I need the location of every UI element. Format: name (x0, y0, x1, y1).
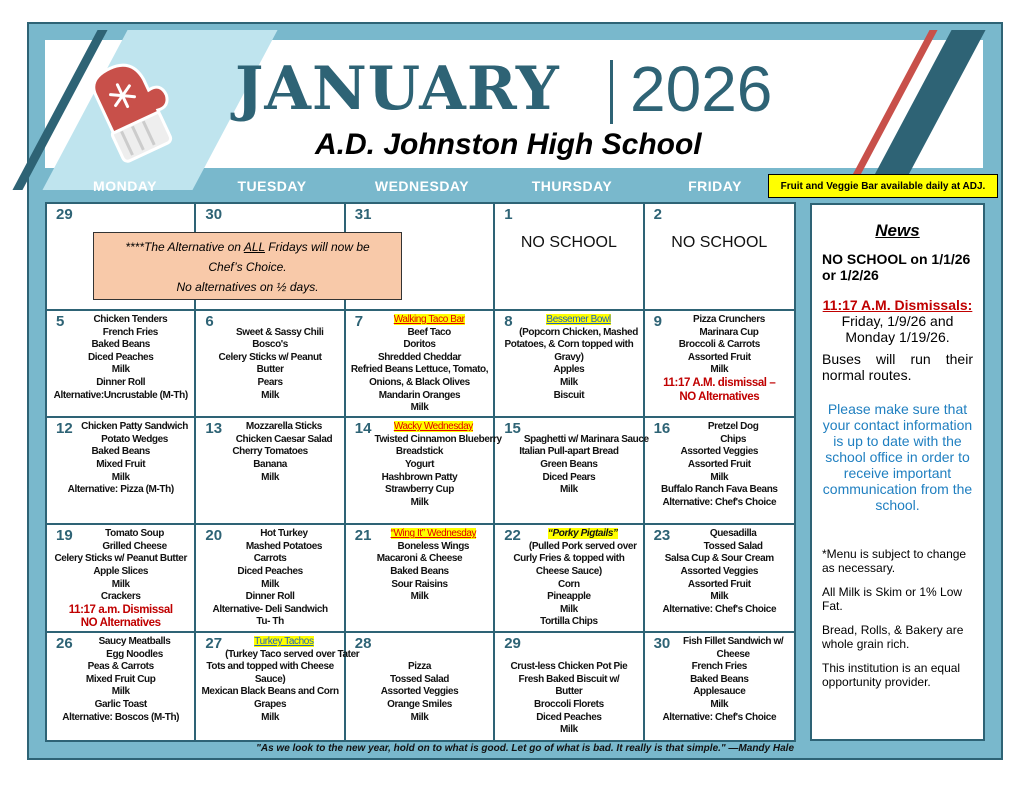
mitten-icon (85, 58, 185, 163)
day-number: 2 (653, 206, 662, 223)
menu-item: Yogurt (404, 458, 435, 470)
menu-list (496, 234, 641, 251)
menu-item: Carrots (253, 553, 287, 565)
menu-item: Chicken Caesar Salad (235, 433, 333, 445)
menu-item: (Popcorn Chicken, Mashed (519, 326, 638, 338)
menu-item: (Turkey Taco served over Tater (225, 648, 360, 660)
menu-item: 11:17 A.M. dismissal – (663, 377, 776, 390)
day-number: 13 (205, 420, 223, 438)
day-number: 12 (56, 420, 73, 438)
menu-item: Broccoli & Carrots (678, 339, 760, 351)
menu-item: Egg Noodles (106, 648, 163, 660)
menu-item: Cheese Sauce) (535, 565, 602, 577)
menu-item: Alternative: Boscos (M-Th) (62, 711, 180, 723)
menu-item: Potato Wedges (101, 433, 168, 445)
day-number: 14 (354, 420, 372, 438)
menu-item: Macaroni & Cheese (376, 553, 463, 565)
news-buses: Buses will run their normal routes. (822, 351, 973, 383)
day-cell (47, 311, 196, 418)
menu-item: Fish Fillet Sandwich w/ (683, 635, 784, 647)
day-header-thursday: THURSDAY (531, 178, 613, 194)
year-title: 2026 (630, 53, 773, 125)
day-number: 30 (205, 206, 223, 223)
news-milk: All Milk is Skim or 1% Low Fat. (822, 585, 963, 613)
menu-item: Assorted Fruit (687, 351, 751, 363)
menu-item: Potatoes, & Corn topped with (504, 339, 634, 351)
menu-item: Marinara Cup (699, 326, 759, 338)
day-number: 30 (653, 634, 671, 652)
day-number: 22 (504, 527, 521, 545)
day-header-friday: FRIDAY (688, 178, 742, 194)
menu-item: Tossed Salad (703, 540, 763, 552)
menu-item: Saucy Meatballs (98, 635, 171, 647)
menu-item: Alternative: Pizza (M-Th) (67, 484, 174, 496)
day-number: 28 (354, 634, 372, 652)
menu-item: Tomato Soup (105, 528, 164, 540)
menu-item: Tu- Th (256, 616, 284, 628)
day-cell (645, 633, 794, 740)
day-cell (495, 204, 644, 311)
special-menu-title: Turkey Tachos (254, 635, 314, 647)
decor-stripe (866, 30, 985, 190)
menu-item: Pears (257, 377, 283, 389)
day-number: 8 (504, 313, 513, 331)
menu-item: Tortilla Chips (540, 616, 598, 628)
menu-item: Pizza (407, 661, 431, 673)
menu-item: Mandarin Oranges (378, 389, 461, 401)
menu-item: Refried Beans Lettuce, Tomato, (350, 364, 489, 376)
day-number: 6 (205, 313, 214, 331)
no-school-label: NO SCHOOL (520, 234, 617, 251)
special-menu-title: Bessemer Bowl (546, 314, 611, 326)
special-menu-title: “Porky Pigtails” (547, 528, 618, 540)
menu-item: Biscuit (553, 389, 585, 401)
day-header-monday: MONDAY (93, 178, 157, 194)
menu-item: Milk (410, 591, 429, 603)
menu-item: Milk (410, 711, 429, 723)
day-cell (47, 525, 196, 633)
menu-item: Banana (253, 458, 287, 470)
day-cell (196, 418, 345, 525)
menu-item: 11:17 a.m. Dismissal (68, 603, 173, 616)
menu-item: Assorted Veggies (680, 565, 759, 577)
news-menu-note: *Menu is subject to change as necessary. (822, 547, 967, 575)
menu-item: Milk (111, 364, 130, 376)
menu-item: Buffalo Ranch Fava Beans (661, 484, 778, 496)
menu-list (48, 314, 193, 402)
day-cell (495, 525, 644, 633)
news-bread: Bread, Rolls, & Bakery are whole grain rich. (822, 623, 964, 651)
day-cell (196, 633, 360, 740)
menu-item: Alternative: Chef's Choice (662, 711, 777, 723)
news-equal: This institution is an equal opportunity provider. (822, 661, 961, 689)
notice-text: Fridays will now be (264, 240, 370, 254)
day-number: 16 (653, 420, 671, 438)
menu-item: Baked Beans (390, 565, 449, 577)
title-divider (610, 60, 613, 124)
menu-item: Alternative: Chef's Choice (662, 496, 777, 508)
day-number: 7 (354, 313, 364, 331)
menu-item: NO Alternatives (679, 390, 760, 403)
menu-item: Pineapple (547, 591, 591, 603)
menu-item: Mozzarella Sticks (245, 421, 322, 433)
menu-item: Milk (559, 484, 578, 496)
day-cell (645, 525, 794, 633)
menu-item: Milk (710, 591, 729, 603)
day-number: 1 (504, 206, 513, 223)
menu-list (347, 314, 492, 415)
menu-item: Milk (111, 471, 130, 483)
menu-item: NO Alternatives (80, 617, 161, 630)
menu-item: Salsa Cup & Sour Cream (664, 553, 774, 565)
menu-item: Baked Beans (91, 446, 150, 458)
menu-item: Crust-less Chicken Pot Pie (510, 661, 628, 673)
menu-list (197, 314, 342, 402)
menu-item: Baked Beans (91, 339, 150, 351)
day-cell (47, 418, 196, 525)
menu-item: Grapes (254, 698, 287, 710)
menu-item: Mixed Fruit (96, 458, 146, 470)
header-banner (45, 40, 983, 168)
menu-item: Fresh Baked Biscuit w/ (518, 673, 620, 685)
menu-item: Doritos (403, 339, 436, 351)
menu-item: Pizza Crunchers (693, 314, 765, 326)
day-number: 23 (653, 527, 671, 545)
menu-item: Crackers (100, 591, 141, 603)
menu-item: Milk (559, 603, 578, 615)
notice-text: ****The Alternative on (125, 240, 244, 254)
menu-item: Milk (111, 686, 130, 698)
menu-item: Dinner Roll (96, 377, 146, 389)
day-cell (495, 311, 644, 418)
menu-item: Cheese (716, 648, 750, 660)
menu-item: Green Beans (540, 458, 598, 470)
menu-item: Shredded Cheddar (377, 351, 462, 363)
menu-item: Cherry Tomatoes (232, 446, 308, 458)
school-name: A.D. Johnston High School (315, 128, 702, 161)
menu-item: Milk (710, 698, 729, 710)
news-dismissal-text: Friday, 1/9/26 and Monday 1/19/26. (841, 313, 954, 345)
menu-item: Assorted Veggies (680, 446, 759, 458)
notice-text: Chef’s Choice. (208, 260, 287, 274)
menu-item: Beef Taco (407, 326, 451, 338)
menu-item: Assorted Fruit (687, 578, 751, 590)
alternative-notice (93, 232, 402, 300)
menu-item: Milk (559, 377, 578, 389)
day-number: 5 (56, 313, 65, 331)
day-cell (495, 418, 649, 525)
menu-item: Garlic Toast (94, 698, 147, 710)
day-cell (196, 525, 345, 633)
menu-item: Mixed Fruit Cup (85, 673, 156, 685)
menu-item: Hot Turkey (260, 528, 308, 540)
day-number: 15 (504, 420, 521, 438)
menu-item: Diced Peaches (237, 565, 303, 577)
special-menu-title: “Wing It” Wednesday (390, 528, 477, 540)
menu-item: Alternative- Deli Sandwich (212, 603, 328, 615)
menu-item: Mashed Potatoes (245, 540, 323, 552)
day-number: 31 (354, 206, 372, 223)
day-cell (346, 633, 495, 740)
footer-quote: "As we look to the new year, hold on to what is good. Let go of what is bad. It really is that simple." —Mandy Hale (256, 743, 794, 754)
menu-item: Diced Peaches (536, 711, 602, 723)
notice-text: No alternatives on ½ days. (176, 280, 319, 294)
day-number: 29 (56, 206, 73, 223)
menu-item: Pretzel Dog (707, 421, 759, 433)
menu-item: Hashbrown Patty (381, 471, 458, 483)
menu-list (496, 314, 641, 402)
menu-item: Apple Slices (93, 565, 149, 577)
day-cell (495, 633, 644, 740)
menu-item: Milk (261, 389, 280, 401)
menu-item: Milk (410, 496, 429, 508)
menu-item: Tots and topped with Cheese (206, 661, 334, 673)
month-title: JANUARY (235, 54, 560, 124)
day-number: 29 (504, 634, 521, 652)
special-menu-title: Walking Taco Bar (393, 314, 465, 326)
menu-item: Strawberry Cup (385, 484, 454, 496)
menu-item: Onions, & Black Olives (369, 377, 470, 389)
news-no-school: NO SCHOOL on 1/1/26 or 1/2/26 (822, 251, 971, 283)
day-number: 21 (354, 527, 372, 545)
day-cell (47, 633, 196, 740)
menu-item: Mexican Black Beans and Corn (201, 686, 339, 698)
menu-item: Celery Sticks w/ Peanut (218, 351, 322, 363)
special-menu-title: Wacky Wednesday (393, 421, 473, 433)
menu-item: Milk (410, 402, 429, 414)
news-contact: Please make sure that your contact information is up to date with the school office in order to receive important communication from the school. (822, 401, 973, 513)
menu-item: Alternative: Chef's Choice (662, 603, 777, 615)
news-title: News (875, 221, 920, 240)
menu-item: Milk (710, 364, 729, 376)
menu-item: Milk (261, 711, 280, 723)
menu-item: Assorted Fruit (687, 458, 751, 470)
menu-item: Alternative:Uncrustable (M-Th) (53, 389, 188, 401)
no-school-label: NO SCHOOL (671, 234, 768, 251)
menu-item: Milk (261, 471, 280, 483)
day-cell (196, 311, 345, 418)
menu-item: Chicken Tenders (93, 314, 168, 326)
menu-item: Milk (111, 578, 130, 590)
menu-list (646, 314, 793, 404)
day-number: 9 (653, 313, 662, 331)
notice-emphasis: ALL (243, 240, 265, 254)
menu-item: Sauce) (254, 673, 286, 685)
menu-item: Milk (710, 471, 729, 483)
menu-item: Breadstick (395, 446, 444, 458)
menu-item: Tossed Salad (390, 673, 449, 685)
day-number: 26 (56, 634, 73, 652)
menu-item: Broccoli Florets (534, 698, 604, 710)
menu-item: Peas & Carrots (87, 661, 154, 673)
menu-item: Curly Fries & topped with (513, 553, 625, 565)
menu-item: (Pulled Pork served over (528, 540, 637, 552)
news-dismissal-title: 11:17 A.M. Dismissals: (822, 297, 973, 313)
menu-item: Spaghetti w/ Marinara Sauce (523, 433, 649, 445)
fruit-veggie-banner: Fruit and Veggie Bar available daily at ADJ. (768, 174, 998, 198)
menu-item: Chicken Patty Sandwich (81, 421, 188, 433)
menu-item: French Fries (102, 326, 158, 338)
day-number: 19 (56, 527, 73, 545)
menu-item: Assorted Veggies (380, 686, 459, 698)
menu-item: Baked Beans (690, 673, 749, 685)
menu-list (646, 234, 793, 251)
menu-item: Grilled Cheese (102, 540, 167, 552)
menu-item: Apples (553, 364, 585, 376)
day-cell (645, 311, 794, 418)
menu-item: Boneless Wings (397, 540, 470, 552)
day-cell (645, 418, 794, 525)
day-number: 20 (205, 527, 223, 545)
day-header-wednesday: WEDNESDAY (374, 178, 470, 194)
day-cell (346, 418, 502, 525)
menu-item: Diced Peaches (87, 351, 154, 363)
day-cell (346, 525, 495, 633)
menu-item: Sweet & Sassy Chili (236, 326, 324, 338)
menu-item: Dinner Roll (245, 591, 295, 603)
menu-item: Gravy) (554, 351, 584, 363)
menu-item: Milk (261, 578, 280, 590)
menu-item: Applesauce (693, 686, 746, 698)
menu-item: Twisted Cinnamon Blueberry (374, 433, 502, 445)
day-cell (346, 311, 495, 418)
menu-item: Chips (720, 433, 747, 445)
menu-item: French Fries (691, 661, 747, 673)
day-number: 27 (205, 634, 223, 652)
menu-item: Corn (558, 578, 580, 590)
menu-item: Celery Sticks w/ Peanut Butter (54, 553, 187, 565)
menu-item: Sour Raisins (391, 578, 448, 590)
news-panel (810, 203, 985, 741)
menu-item: Milk (559, 724, 578, 736)
menu-item: Butter (555, 686, 583, 698)
day-cell (645, 204, 794, 311)
menu-item: Italian Pull-apart Bread (519, 446, 619, 458)
menu-item: Diced Pears (542, 471, 596, 483)
menu-item: Bosco's (252, 339, 288, 351)
menu-item: Butter (256, 364, 284, 376)
menu-item: Orange Smiles (387, 698, 452, 710)
day-header-tuesday: TUESDAY (237, 178, 307, 194)
menu-item: Quesadilla (709, 528, 757, 540)
